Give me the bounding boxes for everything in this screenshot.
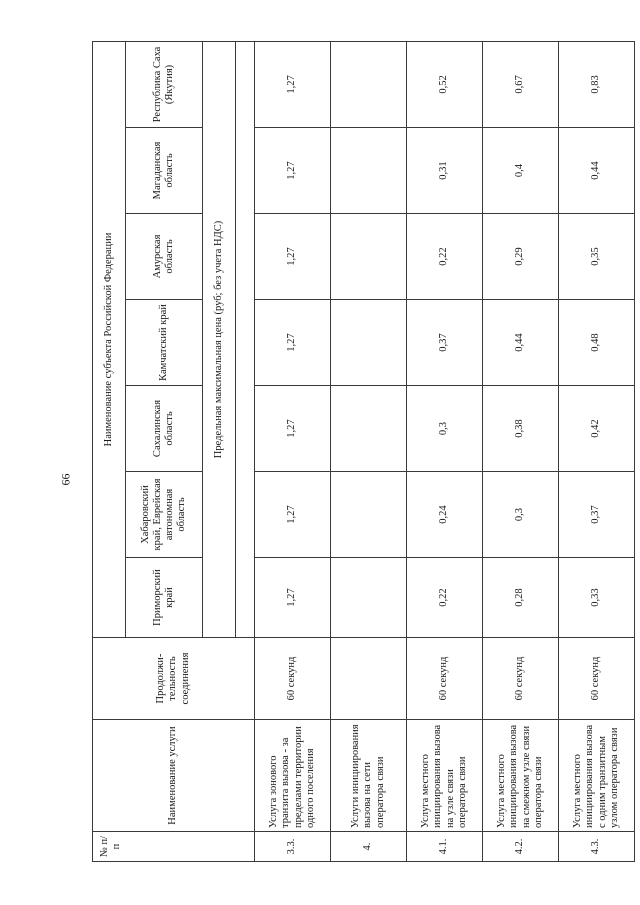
tariff-table <box>92 41 635 862</box>
row-num: 4. <box>331 832 407 862</box>
row-value: 0,22 <box>407 558 483 638</box>
row-value <box>331 214 407 300</box>
row-duration: 60 секунд <box>483 638 559 720</box>
row-value <box>331 472 407 558</box>
header-region-3: Камчатский край <box>126 300 203 386</box>
header-duration: Продолжи-тельность соединения <box>93 638 255 720</box>
row-num: 4.3. <box>559 832 635 862</box>
row-value: 0,44 <box>483 300 559 386</box>
row-value: 0,67 <box>483 41 559 127</box>
row-value: 0,3 <box>407 386 483 472</box>
row-value: 1,27 <box>255 386 331 472</box>
row-value: 1,27 <box>255 472 331 558</box>
table-row <box>407 41 483 861</box>
row-value: 0,83 <box>559 41 635 127</box>
row-value: 0,38 <box>483 386 559 472</box>
tariff-table-rotated <box>92 42 620 862</box>
table-row <box>255 41 331 861</box>
row-value <box>331 128 407 214</box>
row-value: 0,37 <box>407 300 483 386</box>
header-subject: Наименование субъекта Российской Федерации <box>93 41 126 637</box>
row-value <box>331 41 407 127</box>
table-row <box>483 41 559 861</box>
row-service: Услуга местного инициирования вызова с одним транзитным узлом оператора связи <box>559 720 635 832</box>
row-value: 0,28 <box>483 558 559 638</box>
row-value: 0,37 <box>559 472 635 558</box>
table-row <box>559 41 635 861</box>
table-row <box>331 41 407 861</box>
header-service: Наименование услуги <box>93 720 255 832</box>
header-region-0: Приморский край <box>126 558 203 638</box>
row-num: 4.1. <box>407 832 483 862</box>
row-value: 0,42 <box>559 386 635 472</box>
row-value: 0,24 <box>407 472 483 558</box>
row-value <box>331 300 407 386</box>
row-value: 0,48 <box>559 300 635 386</box>
row-value: 0,29 <box>483 214 559 300</box>
row-duration <box>331 638 407 720</box>
row-value: 0,52 <box>407 41 483 127</box>
row-value: 0,35 <box>559 214 635 300</box>
row-service: Услуга местного инициирования вызова на смежном узле связи оператора связи <box>483 720 559 832</box>
row-value: 1,27 <box>255 300 331 386</box>
row-value: 0,31 <box>407 128 483 214</box>
header-region-4: Амурская область <box>126 214 203 300</box>
row-value: 0,33 <box>559 558 635 638</box>
row-service: Услуга местного инициирования вызова на узле связи оператора связи <box>407 720 483 832</box>
row-duration: 60 секунд <box>559 638 635 720</box>
row-value <box>331 558 407 638</box>
page-number: 66 <box>58 473 73 486</box>
row-value: 0,4 <box>483 128 559 214</box>
row-duration: 60 секунд <box>255 638 331 720</box>
row-value: 1,27 <box>255 558 331 638</box>
header-region-2: Сахалинская область <box>126 386 203 472</box>
row-num: 4.2. <box>483 832 559 862</box>
header-blank-row <box>236 41 255 637</box>
row-value: 1,27 <box>255 128 331 214</box>
row-duration: 60 секунд <box>407 638 483 720</box>
row-num: 3.3. <box>255 832 331 862</box>
row-value: 0,44 <box>559 128 635 214</box>
header-region-1: Хабаровский край, Еврейская автономная область <box>126 472 203 558</box>
row-value: 0,3 <box>483 472 559 558</box>
header-region-5: Магаданская область <box>126 128 203 214</box>
row-value: 1,27 <box>255 214 331 300</box>
row-service: Услуга зонового транзита вызова - за пределами территории одного поселения <box>255 720 331 832</box>
row-value: 0,22 <box>407 214 483 300</box>
header-num: № п/п <box>93 832 255 862</box>
header-price: Предельная максимальная цена (руб; без учета НДС) <box>203 41 236 637</box>
row-service: Услуги инициирования вызова на сети оператора связи <box>331 720 407 832</box>
row-value: 1,27 <box>255 41 331 127</box>
header-region-6: Республика Саха (Якутия) <box>126 41 203 127</box>
row-value <box>331 386 407 472</box>
